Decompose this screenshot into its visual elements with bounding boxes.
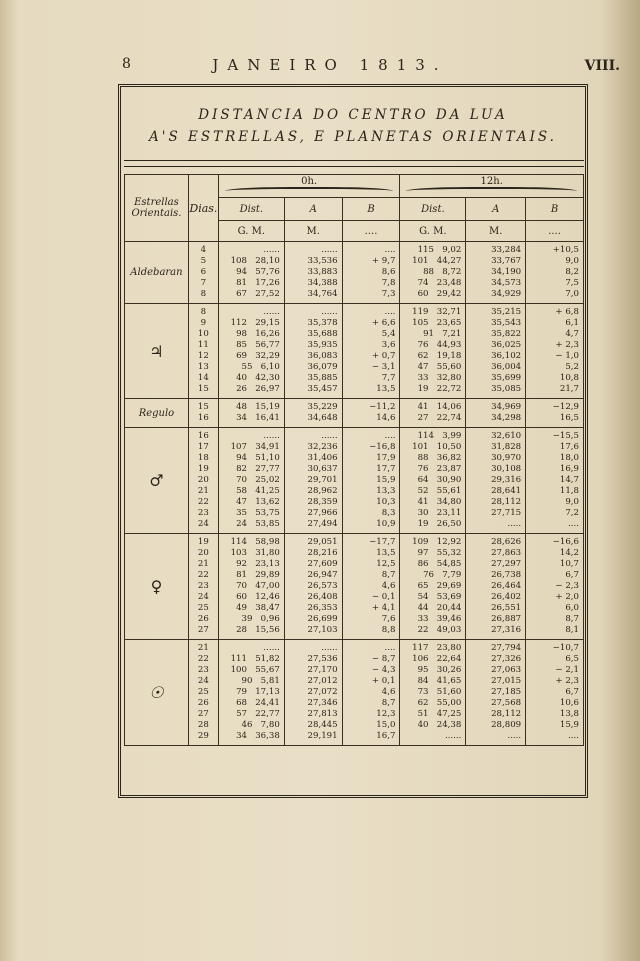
title-line-2: A'S ESTRELLAS, E PLANETAS ORIENTAIS. — [149, 129, 557, 145]
a-12h: 34,969 34,298 — [466, 399, 526, 428]
dist-12h: 114 3,99 101 10,50 88 36,82 76 23,87 64 30,90 52 55,61 41 34,80 30 23,11 19 26,50 — [400, 428, 466, 534]
dist-12h: 117 23,80 106 22,64 95 30,26 84 41,65 73 51,60 62 55,00 51 47,25 40 24,38 ...... — [400, 640, 466, 746]
col-a-12h: A — [466, 198, 526, 221]
group-jupiter — [125, 304, 584, 399]
b-0h: .... + 6,6 5,4 3,6 + 0,7 − 3,1 7,7 13,5 — [342, 304, 400, 399]
group-venus — [125, 534, 584, 640]
dist-12h: 119 32,71 105 23,65 91 7,21 76 44,93 62 19,18 47 55,60 33 32,80 19 22,72 — [400, 304, 466, 399]
dist-0h: 48 15,19 34 16,41 — [218, 399, 284, 428]
brace-12h — [406, 187, 577, 197]
days: 15 16 — [188, 399, 218, 428]
a-12h: 33,284 33,767 34,190 34,573 34,929 — [466, 242, 526, 304]
b-12h: +10,5 9,0 8,2 7,5 7,0 — [526, 242, 584, 304]
sheet-number: VIII. — [584, 58, 620, 74]
dist-0h: ...... 107 34,91 94 51,10 82 27,77 70 25,02 58 41,25 47 13,62 35 53,75 24 53,85 — [218, 428, 284, 534]
a-0h: ...... 35,378 35,688 35,935 36,083 36,079 35,885 35,457 — [284, 304, 342, 399]
unit-dots-0h: .... — [342, 221, 400, 242]
a-0h: ...... 27,536 27,170 27,012 27,072 27,346 27,813 28,445 29,191 — [284, 640, 342, 746]
time-label-12h: 12h. — [480, 175, 503, 187]
col-a-0h: A — [284, 198, 342, 221]
days: 8 9 10 11 12 13 14 15 — [188, 304, 218, 399]
column-header-0h — [218, 175, 400, 198]
b-12h: −16,6 14,2 10,7 6,7 − 2,3 + 2,0 6,0 8,7 8,1 — [526, 534, 584, 640]
dist-0h: ...... 112 29,15 98 16,26 85 56,77 69 32,29 55 6,10 40 42,30 26 26,97 — [218, 304, 284, 399]
distance-table — [124, 174, 584, 746]
a-0h: ...... 32,236 31,406 30,637 29,701 28,962 28,359 27,966 27,494 — [284, 428, 342, 534]
unit-gm-12h: G. M. — [400, 221, 466, 242]
dist-0h: ...... 111 51,82 100 55,67 90 5,81 79 17,13 68 24,41 57 22,77 46 7,80 34 36,38 — [218, 640, 284, 746]
unit-gm-0h: G. M. — [218, 221, 284, 242]
dist-12h: 115 9,02 101 44,27 88 8,72 74 23,48 60 29,42 — [400, 242, 466, 304]
mars-symbol: ♂ — [125, 428, 189, 534]
b-12h: −10,7 6,5 − 2,1 + 2,3 6,7 10,6 13,8 15,9 .... — [526, 640, 584, 746]
title-rule-top — [124, 160, 584, 161]
unit-m-0h: M. — [284, 221, 342, 242]
title-line-1: DISTANCIA DO CENTRO DA LUA — [198, 107, 508, 123]
venus-symbol: ♀ — [125, 534, 189, 640]
b-0h: .... + 9,7 8,6 7,8 7,3 — [342, 242, 400, 304]
a-12h: 27,794 27,326 27,063 27,015 27,185 27,568 28,112 28,809 ..... — [466, 640, 526, 746]
unit-m-12h: M. — [466, 221, 526, 242]
col-b-12h: B — [526, 198, 584, 221]
b-12h: + 6,8 6,1 4,7 + 2,3 − 1,0 5,2 10,8 21,7 — [526, 304, 584, 399]
unit-dots-12h: .... — [526, 221, 584, 242]
group-sun — [125, 640, 584, 746]
group-mars — [125, 428, 584, 534]
column-header-stars: Estrellas Orientais. — [125, 175, 189, 242]
group-regulo — [125, 399, 584, 428]
sun-symbol: ☉ — [125, 640, 189, 746]
a-12h: 28,626 27,863 27,297 26,738 26,464 26,402 26,551 26,887 27,316 — [466, 534, 526, 640]
a-0h: ...... 33,536 33,883 34,388 34,764 — [284, 242, 342, 304]
b-0h: .... −16,8 17,9 17,7 15,9 13,3 10,3 8,3 10,9 — [342, 428, 400, 534]
days: 21 22 23 24 25 26 27 28 29 — [188, 640, 218, 746]
star-name: Aldebaran — [125, 242, 189, 304]
table-title — [125, 104, 581, 148]
group-aldebaran — [125, 242, 584, 304]
column-header-days: Dias. — [188, 175, 218, 242]
title-rule-bottom — [124, 166, 584, 167]
time-label-0h: 0h. — [301, 175, 318, 187]
days: 16 17 18 19 20 21 22 23 24 — [188, 428, 218, 534]
a-12h: 35,215 35,543 35,822 36,025 36,102 36,004 35,699 35,085 — [466, 304, 526, 399]
a-0h: 35,229 34,648 — [284, 399, 342, 428]
col-dist-0h: Dist. — [218, 198, 284, 221]
dist-0h: ...... 108 28,10 94 57,76 81 17,26 67 27,52 — [218, 242, 284, 304]
a-12h: 32,610 31,828 30,970 30,108 29,316 28,641 28,112 27,715 ..... — [466, 428, 526, 534]
a-0h: 29,051 28,216 27,609 26,947 26,573 26,408 26,353 26,699 27,103 — [284, 534, 342, 640]
days: 19 20 21 22 23 24 25 26 27 — [188, 534, 218, 640]
column-header-12h — [400, 175, 584, 198]
col-b-0h: B — [342, 198, 400, 221]
dist-12h: 41 14,06 27 22,74 — [400, 399, 466, 428]
b-0h: −17,7 13,5 12,5 8,7 4,6 − 0,1 + 4,1 7,6 8,8 — [342, 534, 400, 640]
dist-0h: 114 58,98 103 31,80 92 23,13 81 29,89 70 47,00 60 12,46 49 38,47 39 0,96 28 15,56 — [218, 534, 284, 640]
page-number: 8 — [122, 56, 131, 72]
b-0h: .... − 8,7 − 4,3 + 0,1 4,6 8,7 12,3 15,0 16,7 — [342, 640, 400, 746]
dist-12h: 109 12,92 97 55,32 86 54,85 76 7,79 65 29,69 54 53,69 44 20,44 33 39,46 22 49,03 — [400, 534, 466, 640]
jupiter-symbol: ♃ — [125, 304, 189, 399]
col-dist-12h: Dist. — [400, 198, 466, 221]
brace-0h — [225, 187, 394, 197]
b-0h: −11,2 14,6 — [342, 399, 400, 428]
running-title: JANEIRO 1813. — [212, 56, 448, 74]
b-12h: −12,9 16,5 — [526, 399, 584, 428]
star-name: Regulo — [125, 399, 189, 428]
b-12h: −15,5 17,6 18,0 16,9 14,7 11,8 9,0 7,2 .... — [526, 428, 584, 534]
days: 4 5 6 7 8 — [188, 242, 218, 304]
